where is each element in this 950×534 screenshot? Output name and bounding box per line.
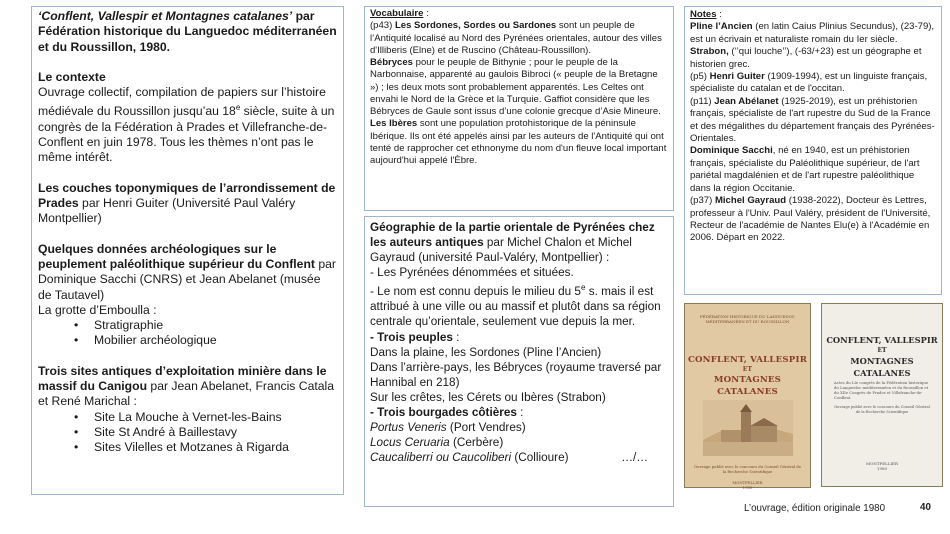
peoples-heading: - Trois peuples : xyxy=(370,330,460,344)
towns-heading: - Trois bourgades côtières : xyxy=(370,406,524,420)
cover-subtitle: Actes du LIe congrès de la Fédération historique du Languedoc méditerranéen et du Roussillon et du XIIe Congrès de Prades et Villefranche-de-Conflent xyxy=(834,380,929,400)
book-title: ‘Conflent, Vallespir et Montagnes catalanes’ par Fédération historique du Languedoc méditerranéen et du Roussillon, 1980. xyxy=(38,9,337,54)
vocab-sordones: (p43) Les Sordones, Sordes ou Sardones sont un peuple de l’Antiquité localisé au Nord des Pyrénées orientales, autour des villes d'Illiberis (Elne) et de Ruscino (Château-Roussillon). xyxy=(370,20,662,56)
mining-sites-list xyxy=(38,410,337,456)
vocabulary-heading: Vocabulaire : xyxy=(370,8,429,19)
note-abelanet: (p11) Jean Abélanet (1925-2019), est un préhistorien français, spécialiste de l'art rupestre du Sud de la France et des mégalithes du département français des Pyrénées-Orientales. xyxy=(690,95,935,145)
geography-title: Géographie de la partie orientale de Pyrénées chez les auteurs antiques par Michel Chalon et Michel Gayraud (université Paul-Valéry, Montpellier) : xyxy=(370,221,655,265)
book-cover-original xyxy=(684,303,811,488)
vocab-iberes: Les Ibères sont une population protohistorique de la péninsule Ibérique. Ils ont été appelés ainsi par les auteurs de l'Antiquité qui ont tenté de rapprocher cet ethnonyme du nom d'un fleuve local important aujourd'hui appelé l'Èbre. xyxy=(370,118,667,166)
cover-publisher: FÉDÉRATION HISTORIQUE DU LANGUEDOC MÉDITERRANÉEN ET DU ROUSSILLON xyxy=(700,314,795,324)
book-cover-title-page xyxy=(821,303,943,487)
cover-title: CONFLENT, VALLESPIR ET MONTAGNES CATALANES xyxy=(826,335,938,378)
page-number: 40 xyxy=(920,502,931,513)
geo-line: Portus Veneris (Port Vendres) xyxy=(370,421,526,435)
notes-heading: Notes : xyxy=(690,9,722,20)
geography-panel xyxy=(364,216,674,507)
cover-footer: Ouvrage publié avec le concours du Conseil Général de la Recherche Scientifique MONTPELLIER 1980 xyxy=(694,464,801,490)
geo-line: Dans l’arrière-pays, les Bébryces (royaume traversé par Hannibal en 218) xyxy=(370,360,662,389)
continued-marker: …/… xyxy=(621,451,648,465)
list-item: • Site La Mouche à Vernet-les-Bains xyxy=(38,410,337,425)
note-guiter: (p5) Henri Guiter (1909-1994), est un linguiste français, spécialiste du catalan et de l'occitan. xyxy=(690,71,928,95)
note-strabon: Strabon, (‘’qui louche’’), (-63/+23) est un géographe et historien grec. xyxy=(690,46,922,70)
grotte-label: La grotte d’Emboulla : xyxy=(38,302,157,317)
section-toponymy: Les couches toponymiques de l’arrondissement de Prades par Henri Guiter (Université Paul Valéry Montpellier) xyxy=(38,180,336,226)
list-item: • Mobilier archéologique xyxy=(38,333,337,348)
geo-line: Dans la plaine, les Sordones (Pline l’Ancien) xyxy=(370,345,602,359)
vocab-bebryces: Bébryces pour le peuple de Bithynie ; pour le peuple de la Narbonnaise, apparenté au gaulois Bibroci (« peuple de la Bretagne ») ; les deux mots sont probablement apparentés. Les Celtes ont envahi le Nord de la Grèce et la Turquie. Gaffiot considère que les Bébryces de Gaule sont issus d’une colonie grecque d’Asie Mineure. xyxy=(370,57,661,117)
image-caption: L’ouvrage, édition originale 1980 xyxy=(744,503,886,514)
notes-panel xyxy=(684,6,942,295)
geo-line: - Les Pyrénées dénommées et situées. xyxy=(370,266,574,280)
note-gayraud: (p37) Michel Gayraud (1938-2022), Docteur ès Lettres, professeur à l'Univ. Paul Valéry, président de l'Université, Recteur de l'académie de Nantes Elu(e) à l'Académie en 2006. Départ en 2022. xyxy=(690,195,931,244)
list-item: • Sites Vilelles et Motzanes à Rigarda xyxy=(38,440,337,455)
church-illustration xyxy=(703,400,793,456)
grotte-list xyxy=(38,318,337,349)
geo-line: Caucaliberri ou Caucoliberi (Collioure) …/… xyxy=(370,450,668,465)
geo-line: - Le nom est connu depuis le milieu du 5e s. mais il est attribué à une ville ou au massif et plutôt dans sa région centrale qu’orientale, seulement vue depuis la mer. xyxy=(370,283,661,329)
cover-footer: MONTPELLIER 1980 xyxy=(866,461,898,471)
vocabulary-panel xyxy=(364,6,674,211)
list-item: • Stratigraphie xyxy=(38,318,337,333)
left-summary-panel xyxy=(31,6,344,495)
cover-note: Ouvrage publié avec le concours du Conseil Général de la Recherche Scientifique xyxy=(834,405,930,414)
list-item: • Site St André à Baillestavy xyxy=(38,425,337,440)
context-heading: Le contexte xyxy=(38,69,106,84)
note-pline: Pline l’Ancien (en latin Caius Plinius Secundus), (23-79), est un écrivain et naturaliste romain du Ier siècle. xyxy=(690,21,935,45)
context-text: Ouvrage collectif, compilation de papiers sur l’histoire médiévale du Roussillon jusqu’au 18e siècle, suite à un congrès de la Fédération à Prades et Villefranche-de-Conflent en juin 1978. Tous les thèmes n’ont pas le même intérêt. xyxy=(38,85,335,165)
cover-title: CONFLENT, VALLESPIR ET MONTAGNES CATALANES xyxy=(687,355,808,397)
geo-line: Sur les crêtes, les Cérets ou Ibères (Strabon) xyxy=(370,390,606,404)
section-mining: Trois sites antiques d’exploitation minière dans le massif du Canigou par Jean Abelanet, Francis Catala et René Marichal : xyxy=(38,363,335,409)
note-sacchi: Dominique Sacchi, né en 1940, est un préhistorien français, spécialiste du Paléolithique supérieur, de l'art pariétal magdalénien et de l'art rupestre paléolithique dans la région Occitanie. xyxy=(690,145,920,194)
section-archeology: Quelques données archéologiques sur le peuplement paléolithique supérieur du Conflent par Dominique Sacchi (CNRS) et Jean Abelanet (musée de Tautavel) xyxy=(38,241,336,302)
geo-line: Locus Ceruaria (Cerbère) xyxy=(370,436,504,450)
